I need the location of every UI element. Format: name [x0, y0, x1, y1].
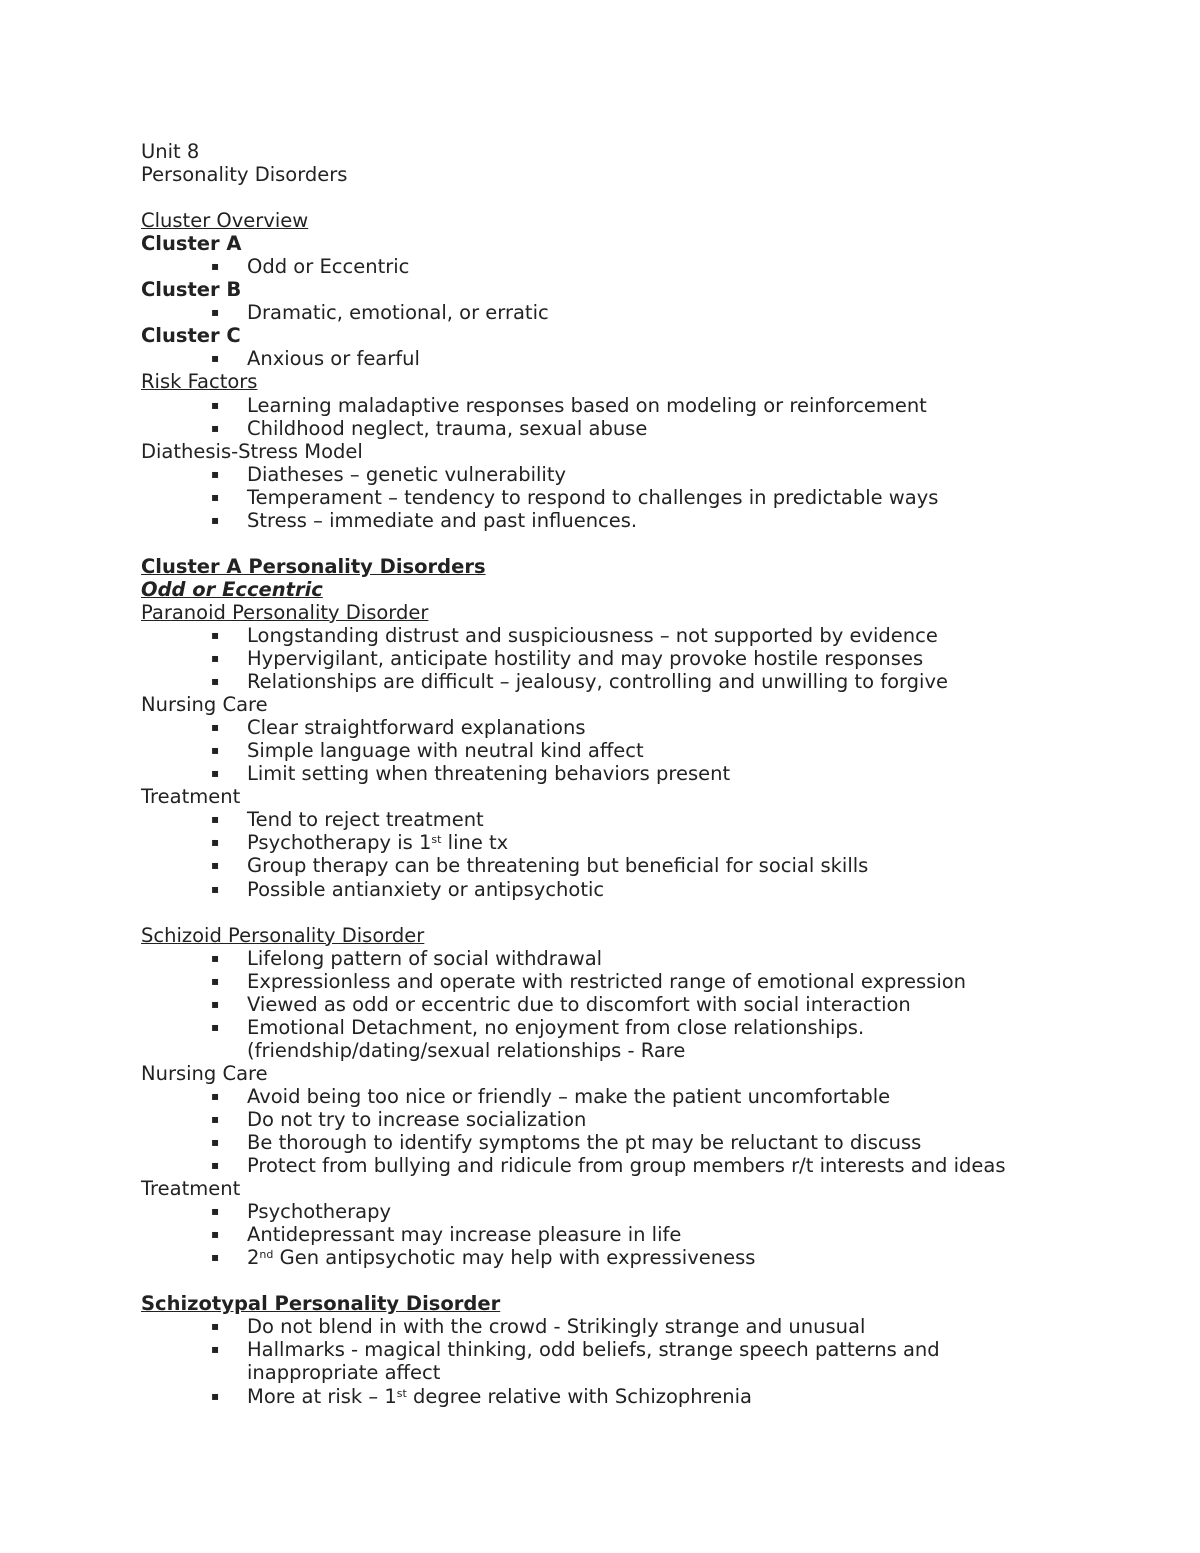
bullet-icon: ▪: [211, 881, 220, 896]
list-item: ▪ Hypervigilant, anticipate hostility and may provoke hostile responses: [211, 647, 924, 671]
psychotherapy-first-line: Psychotherapy is 1st line tx: [247, 831, 509, 855]
bullet-icon: ▪: [211, 1204, 220, 1219]
list-item: ▪ Viewed as odd or eccentric due to discomfort with social interaction: [211, 992, 911, 1016]
diathesis-heading: Diathesis-Stress Model: [141, 439, 363, 463]
bullet-icon: ▪: [211, 720, 220, 735]
bullet-icon: ▪: [211, 1111, 220, 1126]
list-item: ▪ Do not try to increase socialization: [211, 1107, 587, 1131]
list-item: [141, 831, 1101, 854]
spacer: [141, 901, 1101, 924]
bullet-icon: ▪: [211, 743, 220, 758]
risk-factors-heading: Risk Factors: [141, 370, 258, 394]
bullet-icon: ▪: [211, 1019, 220, 1034]
bullet-icon: ▪: [211, 1342, 220, 1357]
bullet-icon: ▪: [211, 835, 220, 850]
paranoid-nursing-heading: Nursing Care: [141, 693, 268, 717]
bullet-icon: ▪: [211, 1158, 220, 1173]
list-item: ▪ Dramatic, emotional, or erratic: [211, 301, 549, 325]
unit-label: Unit 8: [141, 140, 200, 163]
bullet-icon: ▪: [211, 259, 220, 274]
second-gen-antipsychotic: 2nd Gen antipsychotic may help with expressiveness: [247, 1246, 756, 1270]
list-item: ▪ Longstanding distrust and suspiciousness – not supported by evidence: [211, 623, 938, 647]
document-body: [141, 140, 1101, 1408]
list-item: ▪ Antidepressant may increase pleasure in life: [211, 1223, 682, 1247]
list-item: ▪ Emotional Detachment, no enjoyment from close relationships. (friendship/dating/sexual relationships - Rare: [211, 1015, 865, 1062]
paranoid-heading: Paranoid Personality Disorder: [141, 600, 429, 624]
bullet-icon: ▪: [211, 812, 220, 827]
bullet-icon: ▪: [211, 627, 220, 642]
schizoid-nursing-heading: Nursing Care: [141, 1061, 268, 1085]
list-item: ▪ Be thorough to identify symptoms the pt may be reluctant to discuss: [211, 1131, 922, 1155]
bullet-icon: ▪: [211, 651, 220, 666]
list-item: ▪ Stress – immediate and past influences.: [211, 508, 638, 532]
list-item: ▪ Hallmarks - magical thinking, odd beliefs, strange speech patterns and inappropriate affect: [211, 1338, 940, 1385]
list-item: ▪ Protect from bullying and ridicule from group members r/t interests and ideas: [211, 1154, 1006, 1178]
list-item: ▪ Do not blend in with the crowd - Strikingly strange and unusual: [211, 1315, 866, 1339]
bullet-icon: ▪: [211, 1250, 220, 1265]
cluster-b-label: Cluster B: [141, 278, 242, 302]
bullet-icon: ▪: [211, 1088, 220, 1103]
bullet-icon: ▪: [211, 996, 220, 1011]
bullet-icon: ▪: [211, 950, 220, 965]
list-item: ▪ Possible antianxiety or antipsychotic: [211, 877, 605, 901]
spacer: [141, 1269, 1101, 1292]
bullet-icon: ▪: [211, 766, 220, 781]
list-item: ▪ Group therapy can be threatening but beneficial for social skills: [211, 854, 869, 878]
bullet-icon: ▪: [211, 489, 220, 504]
cluster-c-label: Cluster C: [141, 324, 241, 348]
bullet-icon: ▪: [211, 1135, 220, 1150]
list-item: ▪ Relationships are difficult – jealousy, controlling and unwilling to forgive: [211, 670, 949, 694]
bullet-icon: ▪: [211, 858, 220, 873]
list-item: ▪ Simple language with neutral kind affect: [211, 739, 644, 763]
bullet-icon: ▪: [211, 512, 220, 527]
bullet-icon: ▪: [211, 1227, 220, 1242]
cluster-a-subheading: Odd or Eccentric: [141, 577, 323, 601]
list-item: ▪ Expressionless and operate with restricted range of emotional expression: [211, 969, 967, 993]
list-item: ▪ Psychotherapy: [211, 1200, 392, 1224]
list-item: ▪ Clear straightforward explanations: [211, 716, 586, 740]
list-item: [141, 1246, 1101, 1269]
bullet-icon: ▪: [211, 466, 220, 481]
list-item: ▪ Tend to reject treatment: [211, 808, 484, 832]
cluster-a-label: Cluster A: [141, 232, 242, 256]
schizoid-heading: Schizoid Personality Disorder: [141, 923, 425, 947]
bullet-icon: ▪: [211, 973, 220, 988]
list-item: ▪ Learning maladaptive responses based on modeling or reinforcement: [211, 393, 927, 417]
bullet-icon: ▪: [211, 1319, 220, 1334]
list-item: [141, 1385, 1101, 1408]
bullet-icon: ▪: [211, 305, 220, 320]
spacer: [141, 532, 1101, 555]
list-item: ▪ Odd or Eccentric: [211, 255, 410, 279]
list-item: ▪ Avoid being too nice or friendly – make the patient uncomfortable: [211, 1084, 891, 1108]
bullet-icon: ▪: [211, 351, 220, 366]
first-degree-relative: More at risk – 1st degree relative with Schizophrenia: [247, 1384, 752, 1408]
list-item: ▪ Childhood neglect, trauma, sexual abuse: [211, 416, 648, 440]
list-item: ▪ Temperament – tendency to respond to challenges in predictable ways: [211, 485, 939, 509]
list-item: ▪ Lifelong pattern of social withdrawal: [211, 946, 603, 970]
spacer: [141, 186, 1101, 209]
bullet-icon: ▪: [211, 420, 220, 435]
page-title: Personality Disorders: [141, 163, 348, 187]
schizoid-treatment-heading: Treatment: [141, 1177, 241, 1201]
schizotypal-heading: Schizotypal Personality Disorder: [141, 1292, 501, 1316]
cluster-overview-heading: Cluster Overview: [141, 209, 309, 233]
list-item: ▪ Diatheses – genetic vulnerability: [211, 462, 567, 486]
bullet-icon: ▪: [211, 1388, 220, 1403]
bullet-icon: ▪: [211, 674, 220, 689]
bullet-icon: ▪: [211, 397, 220, 412]
cluster-a-section-heading: Cluster A Personality Disorders: [141, 554, 486, 578]
list-item: ▪ Limit setting when threatening behaviors present: [211, 762, 731, 786]
paranoid-treatment-heading: Treatment: [141, 785, 241, 809]
list-item: ▪ Anxious or fearful: [211, 347, 420, 371]
